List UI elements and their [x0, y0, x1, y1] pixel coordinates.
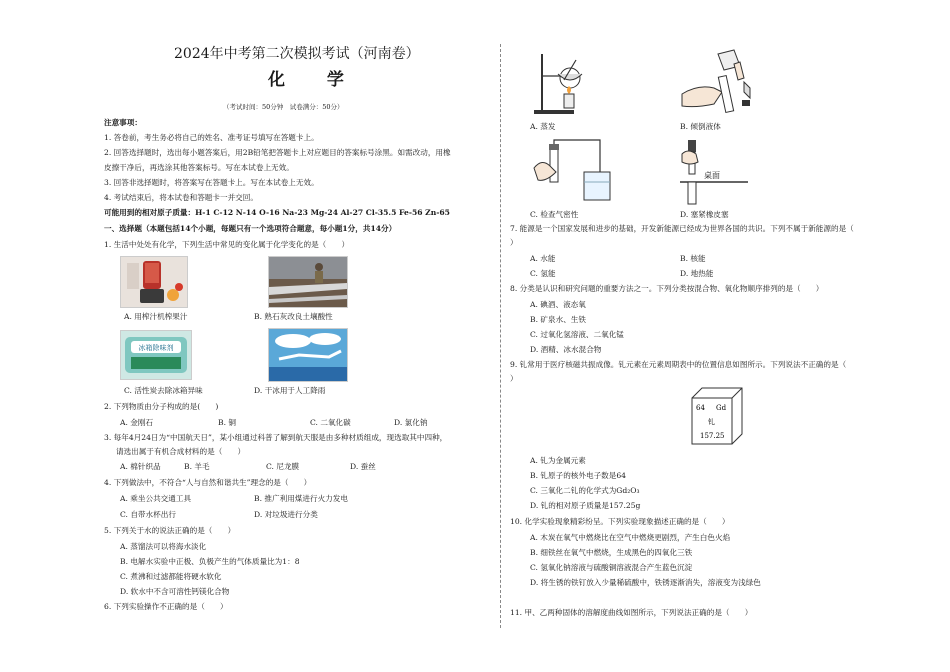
q5-option-a: A. 蒸馏法可以将海水淡化 — [120, 542, 207, 551]
q6-option-a: A. 蒸发 — [530, 122, 556, 131]
q2-option-c: C. 二氧化碳 — [310, 418, 351, 427]
element-card-gd — [684, 384, 746, 450]
fridge-label: 冰箱除味剂 — [138, 344, 174, 352]
element-symbol: Gd — [716, 404, 727, 412]
q5-option-c: C. 煮沸和过滤都能将硬水软化 — [120, 572, 222, 581]
desk-label: 桌面 — [704, 171, 720, 180]
question-stem: 6. 下列实验操作不正确的是（ ） — [104, 602, 228, 611]
q9-option-c: C. 三氧化二钆的化学式为Gd₂O₃ — [530, 486, 640, 495]
q10-option-a: A. 木炭在氧气中燃烧比在空气中燃烧更剧烈，产生白色火焰 — [530, 533, 731, 542]
q8-option-c: C. 过氧化氢溶液、二氧化锰 — [530, 330, 624, 339]
note-line: 2. 回答选择题时，选出每小题答案后，用2B铅笔把答题卡上对应题目的答案标号涂黑。如需改动，用橡 — [104, 148, 451, 157]
q4-option-b: B. 推广利用煤进行火力发电 — [254, 494, 348, 503]
note-line: 4. 考试结束后，将本试卷和答题卡一并交回。 — [104, 193, 258, 202]
q2-option-a: A. 金刚石 — [120, 418, 154, 427]
q1-option-c: C. 活性炭去除冰箱异味 — [124, 386, 203, 395]
question-stem: 3. 每年4月24日为“中国航天日”，某小组通过科普了解到航天服是由多种材质组成，现选取其中四种， — [104, 433, 448, 442]
airtightness-diagram — [532, 138, 616, 204]
q8-option-d: D. 酒精、冰水混合物 — [530, 345, 602, 354]
stopper-diagram — [678, 138, 750, 208]
q9-option-d: D. 钆的相对原子质量是157.25g — [530, 501, 641, 510]
q3-option-a: A. 棉针织品 — [120, 462, 161, 471]
left-column — [96, 0, 494, 672]
q3-option-b: B. 羊毛 — [184, 462, 210, 471]
question-stem: 9. 钆常用于医疗核磁共振成像。钆元素在元素周期表中的位置信息如图所示。下列说法不正确的是（ — [510, 360, 847, 369]
q10-option-b: B. 细铁丝在氧气中燃烧，生成黑色的四氧化三铁 — [530, 548, 693, 557]
atomic-number: 64 — [696, 404, 705, 412]
q4-option-d: D. 对垃圾进行分类 — [254, 510, 318, 519]
note-line: 3. 回答非选择题时，将答案写在答题卡上。写在本试卷上无效。 — [104, 178, 319, 187]
q7-option-b: B. 核能 — [680, 254, 706, 263]
question-stem: 7. 能源是一个国家发展和进步的基础，开发新能源已经成为世界各国的共识。下列不属于新能源的是（ — [510, 224, 854, 233]
q2-option-d: D. 氯化钠 — [394, 418, 428, 427]
q5-option-d: D. 软水中不含可溶性钙镁化合物 — [120, 587, 230, 596]
q7-option-c: C. 氢能 — [530, 269, 556, 278]
pouring-diagram — [678, 48, 762, 116]
exam-info: （考试时间：50分钟 试卷满分：50分） — [223, 103, 344, 111]
q1-option-a: A. 用榨汁机榨果汁 — [124, 312, 188, 321]
question-stem: 8. 分类是认识和研究问题的重要方法之一。下列分类按混合物、氧化物顺序排列的是（ ） — [510, 284, 824, 293]
note-line: 1. 答卷前，考生务必将自己的姓名、准考证号填写在答题卡上。 — [104, 133, 319, 142]
question-stem-cont: 请选出属于有机合成材料的是（ ） — [116, 447, 246, 456]
q6-option-c: C. 检查气密性 — [530, 210, 579, 219]
q9-option-a: A. 钆为金属元素 — [530, 456, 586, 465]
q10-option-c: C. 氢氧化钠溶液与硫酸铜溶液混合产生蓝色沉淀 — [530, 563, 693, 572]
fridge-deodorant-photo — [120, 330, 192, 380]
q3-option-c: C. 尼龙膜 — [266, 462, 300, 471]
q6-option-d: D. 塞紧橡皮塞 — [680, 210, 729, 219]
question-stem: 4. 下列做法中，不符合“人与自然和谐共生”理念的是（ ） — [104, 478, 312, 487]
q4-option-c: C. 自带水杯出行 — [120, 510, 176, 519]
right-column — [506, 0, 906, 672]
q4-option-a: A. 乘坐公共交通工具 — [120, 494, 192, 503]
question-stem-cont: ） — [510, 238, 518, 247]
q5-option-b: B. 电解水实验中正极、负极产生的气体质量比为1：8 — [120, 557, 300, 566]
question-stem-cont: ） — [510, 374, 518, 383]
question-stem: 1. 生活中处处有化学，下列生活中常见的变化属于化学变化的是（ ） — [104, 240, 350, 249]
q8-option-b: B. 矿泉水、生铁 — [530, 315, 586, 324]
q1-option-d: D. 干冰用于人工降雨 — [254, 386, 326, 395]
q3-option-d: D. 蚕丝 — [350, 462, 376, 471]
question-stem: 10. 化学实验现象精彩纷呈。下列实验现象描述正确的是（ ） — [510, 517, 730, 526]
notes-heading: 注意事项： — [104, 118, 142, 127]
atomic-mass: 157.25 — [700, 432, 725, 440]
q1-option-b: B. 熟石灰改良土壤酸性 — [254, 312, 333, 321]
exam-title: 2024年中考第二次模拟考试（河南卷） — [174, 46, 420, 62]
juicer-photo — [120, 256, 188, 308]
section-heading: 一、选择题（本题包括14个小题，每题只有一个选项符合题意，每小题1分，共14分） — [104, 224, 397, 233]
question-stem: 5. 下列关于水的说法正确的是（ ） — [104, 526, 236, 535]
field-photo — [268, 256, 348, 308]
note-line: 皮擦干净后，再选涂其他答案标号。写在本试卷上无效。 — [104, 163, 294, 172]
element-name: 钆 — [708, 418, 715, 426]
question-stem: 2. 下列物质由分子构成的是( ) — [104, 402, 219, 411]
atomic-masses: 可能用到的相对原子质量：H-1 C-12 N-14 O-16 Na-23 Mg-24 Al-27 Cl-35.5 Fe-56 Zn-65 — [104, 208, 450, 217]
question-stem: 11. 甲、乙两种固体的溶解度曲线如图所示，下列说法正确的是（ ） — [510, 608, 753, 617]
q7-option-a: A. 水能 — [530, 254, 556, 263]
q7-option-d: D. 地热能 — [680, 269, 714, 278]
evaporation-diagram — [530, 50, 592, 116]
column-divider — [500, 44, 501, 628]
rain-photo — [268, 328, 348, 382]
q10-option-d: D. 将生锈的铁钉放入少量稀硫酸中，铁锈逐渐消失，溶液变为浅绿色 — [530, 578, 761, 587]
q6-option-b: B. 倾倒液体 — [680, 122, 721, 131]
q9-option-b: B. 钆原子的核外电子数是64 — [530, 471, 627, 480]
q8-option-a: A. 碘酒、液态氧 — [530, 300, 586, 309]
q2-option-b: B. 铜 — [218, 418, 237, 427]
subject-title: 化 学 — [268, 70, 362, 90]
